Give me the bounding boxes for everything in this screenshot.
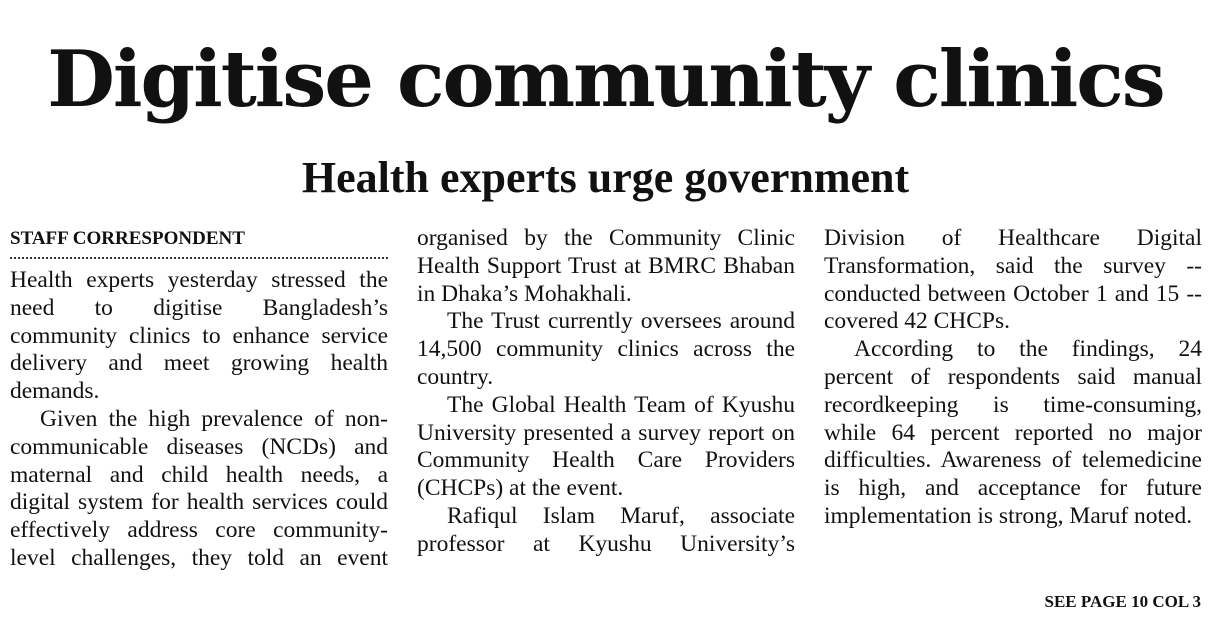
jump-reference: SEE PAGE 10 COL 3 — [1044, 592, 1201, 611]
paragraph: The Global Health Team of Kyushu University presented a survey report on Community Health Care Providers (CHCPs) at the event. — [417, 391, 795, 502]
article-column-3 — [824, 225, 1202, 531]
article-column-2 — [417, 225, 795, 559]
paragraph: According to the findings, 24 percent of respondents said manual recordkeeping is time-consuming, while 64 percent reported no major difficulties. Awareness of telemedicine is high, and acceptance for future implementation is strong, Maruf noted. — [824, 336, 1202, 529]
article-column-1 — [10, 225, 388, 573]
paragraph: Rafiqul Islam Maruf, associate professor at Kyushu University’s — [417, 502, 795, 557]
paragraph: organised by the Community Clinic Health Support Trust at BMRC Bhaban in Dhaka’s Mohakhali. — [417, 225, 795, 307]
headline: Digitise community clinics — [47, 34, 1164, 125]
paragraph: Health experts yesterday stressed the need to digitise Bangladesh’s community clinics to enhance service delivery and meet growing health demands. — [10, 267, 388, 405]
paragraph: The Trust currently oversees around 14,500 community clinics across the country. — [417, 308, 795, 390]
paragraph: Division of Healthcare Digital Transformation, said the survey -- conducted between October 1 and 15 -- covered 42 CHCPs. — [824, 225, 1202, 335]
subheadline: Health experts urge government — [301, 153, 910, 202]
byline: STAFF CORRESPONDENT — [10, 225, 388, 259]
paragraph: Given the high prevalence of non-communicable diseases (NCDs) and maternal and child health needs, a digital system for health services could effectively address core community-level challenges, they told an event — [10, 405, 388, 571]
